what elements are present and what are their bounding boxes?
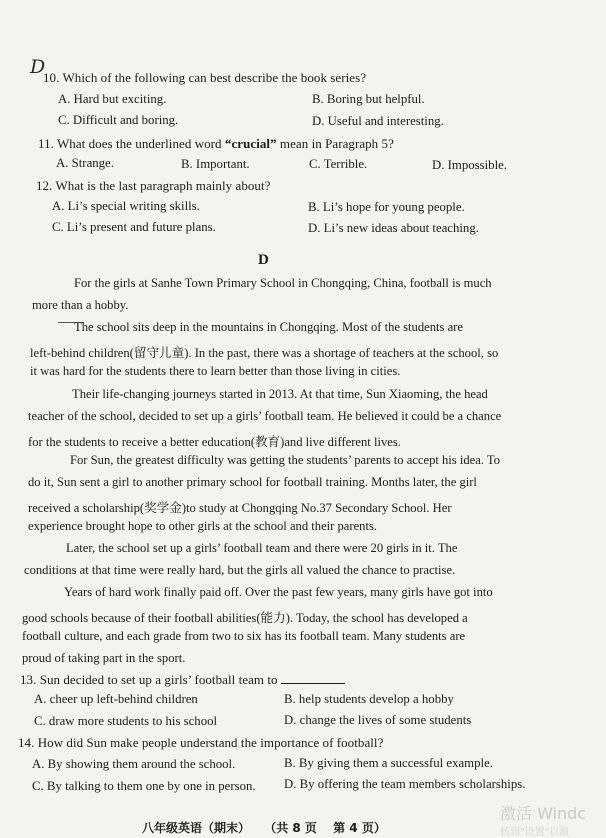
q11-option-c: C. Terrible. [309, 157, 368, 171]
passage-line: teacher of the school, decided to set up a girls’ football team. He believed it could be a chance [28, 409, 502, 423]
q10-option-b: B. Boring but helpful. [312, 92, 425, 106]
handwritten-mark: D [30, 56, 46, 78]
q10-option-a: A. Hard but exciting. [58, 92, 167, 106]
passage-line: it was hard for the students there to learn better than those living in cities. [30, 364, 401, 378]
passage-line: The school sits deep in the mountains in Chongqing. Most of the students are [74, 320, 463, 334]
q13-stem-text: 13. Sun decided to set up a girls’ football team to [20, 672, 278, 687]
q13-option-d: D. change the lives of some students [284, 713, 472, 727]
q11-underlined-word: “crucial” [224, 136, 277, 151]
q13-option-b: B. help students develop a hobby [284, 692, 454, 706]
passage-line: good schools because of their football abilities(能力). Today, the school has developed a [22, 611, 468, 625]
q10-option-d: D. Useful and interesting. [312, 114, 444, 128]
question-12-stem: 12. What is the last paragraph mainly about? [36, 178, 271, 193]
answer-blank [281, 671, 345, 684]
passage-line: do it, Sun sent a girl to another primary school for football training. Months later, the girl [28, 475, 477, 489]
q11-option-b: B. Important. [181, 157, 250, 171]
passage-line: football culture, and each grade from two to six has its football team. Many students are [22, 629, 466, 643]
q14-option-a: A. By showing them around the school. [32, 757, 236, 771]
q11-option-d: D. Impossible. [432, 158, 508, 172]
passage-line: experience brought hope to other girls at the school and their parents. [28, 519, 378, 533]
question-10-stem: 10. Which of the following can best describe the book series? [43, 70, 367, 85]
page-footer [142, 819, 386, 836]
question-13-stem [20, 671, 345, 688]
passage-line: for the students to receive a better education(教育)and live different lives. [28, 435, 401, 449]
q12-option-d: D. Li’s new ideas about teaching. [308, 221, 479, 235]
question-14-stem: 14. How did Sun make people understand the importance of football? [18, 735, 384, 750]
q14-option-c: C. By talking to them one by one in person. [32, 779, 256, 793]
q14-option-b: B. By giving them a successful example. [284, 756, 493, 770]
passage-line: Later, the school set up a girls’ football team and there were 20 girls in it. The [66, 541, 458, 555]
q11-stem-after: mean in Paragraph 5? [276, 136, 394, 151]
passage-line: For the girls at Sanhe Town Primary School in Chongqing, China, football is much [74, 276, 492, 290]
passage-line: left-behind children(留守儿童). In the past, there was a shortage of teachers at the school, so [30, 346, 499, 360]
passage-title: D [258, 252, 269, 268]
passage-line: more than a hobby. [32, 298, 129, 312]
q14-option-d: D. By offering the team members scholarships. [284, 777, 526, 791]
passage-line: received a scholarship(奖学金)to study at Chongqing No.37 Secondary School. Her [28, 501, 452, 515]
footer-grade: 八年级英语（期末） [142, 821, 251, 835]
passage-line: Their life-changing journeys started in 2013. At that time, Sun Xiaoming, the head [72, 387, 488, 401]
q10-option-c: C. Difficult and boring. [58, 113, 179, 127]
q12-option-b: B. Li’s hope for young people. [308, 200, 465, 214]
question-11-stem [38, 136, 394, 152]
activation-watermark-sub: 转到"设置"以激 [500, 827, 570, 838]
activation-watermark: 激活 Windc [500, 804, 587, 823]
q13-option-c: C. draw more students to his school [34, 714, 218, 728]
passage-line: proud of taking part in the sport. [22, 651, 186, 665]
q13-option-a: A. cheer up left-behind children [34, 692, 198, 706]
passage-line: For Sun, the greatest difficulty was getting the students’ parents to accept his idea. To [70, 453, 501, 467]
passage-line: Years of hard work finally paid off. Over the past few years, many girls have got into [64, 585, 493, 599]
footer-total: （共 8 页 [264, 821, 317, 835]
footer-page: 第 4 页） [333, 821, 386, 835]
passage-line: conditions at that time were really hard, but the girls all valued the chance to practise. [24, 563, 456, 577]
q11-stem-before: 11. What does the underlined word [38, 136, 225, 151]
q11-option-a: A. Strange. [56, 156, 114, 170]
q12-option-a: A. Li’s special writing skills. [52, 199, 200, 213]
q12-option-c: C. Li’s present and future plans. [52, 220, 216, 234]
